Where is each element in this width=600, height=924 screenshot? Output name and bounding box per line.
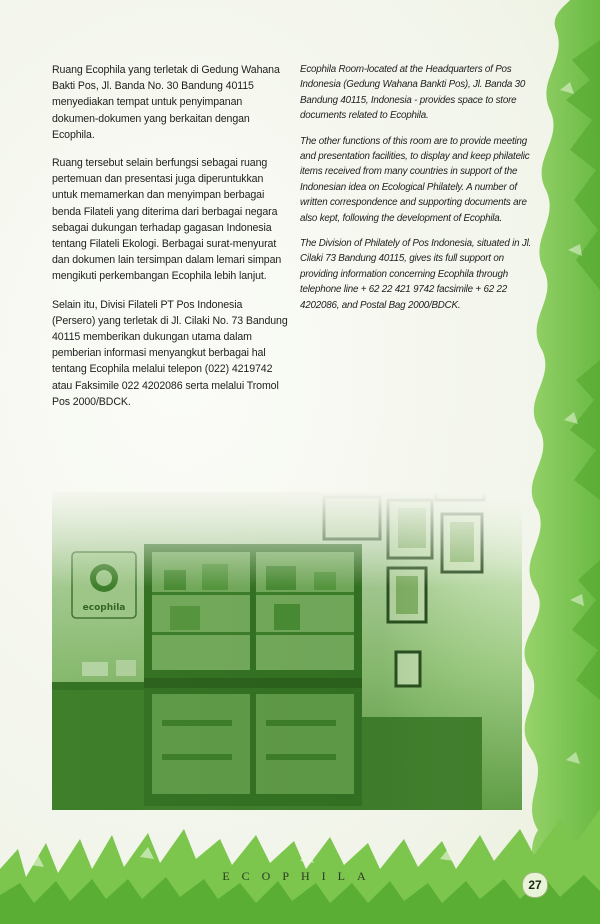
paragraph-divisi-filateli: Selain itu, Divisi Filateli PT Pos Indonesia (Persero) yang terletak di Jl. Cilaki No. 73 Bandung 40115 memberikan dukungan utama dalam pemberian informasi menyangkut berbagai hal tentang Ecophila melalui telepon (022) 4219742 atau Faksimile 022 4202086 serta melalui Tromol Pos 2000/BDCK. <box>52 298 288 408</box>
paragraph-fungsi-ruang: Ruang tersebut selain berfungsi sebagai ruang pertemuan dan presentasi juga diperuntukkan untuk memamerkan dan menyimpan berbagai benda Filateli yang diterima dari berbagai negara sebagai dukungan terhadap gagasan Indonesia tentang Filateli Ekologi. Berbagai surat-menyurat dan dokumen lain tersimpan dalam lemari simpan mengikuti perkembangan Ecophila lebih lanjut. <box>52 157 282 283</box>
paragraph-ruang-ecophila: Ruang Ecophila yang terletak di Gedung Wahana Bakti Pos, Jl. Banda No. 30 Bandung 40115 menyediakan tempat untuk penyimpanan dokumen-dokumen yang berkaitan dengan Ecophila. <box>52 64 280 141</box>
leaf-border-bottom <box>0 799 600 924</box>
ecophila-room-photo <box>52 492 522 810</box>
indonesian-text-column <box>52 62 288 422</box>
paragraph-division-philately: The Division of Philately of Pos Indonesia, situated in Jl. Cilaki 73 Bandung 40115, gives its full support on providing information concerning Ecophila through telephone line + 62 22 421 9742 facsimile + 62 22 4202086, and Postal Bag 2000/BDCK. <box>300 238 532 311</box>
paragraph-room-functions: The other functions of this room are to provide meeting and presentation facilities, to display and keep philatelic items received from many countries in support of the Indonesian idea on Ecological Philately. A number of written correspondence and supporting documents are also kept, following the development of Ecophila. <box>300 135 530 224</box>
page-number: 27 <box>522 872 548 898</box>
paragraph-ecophila-room: Ecophila Room-located at the Headquarters of Pos Indonesia (Gedung Wahana Bankti Pos), Jl. Banda 30 Bandung 40115, Indonesia - provides space to store documents related to Ecophila. <box>300 64 526 122</box>
english-text-column <box>300 62 532 323</box>
footer-title: ECOPHILA <box>222 869 378 883</box>
